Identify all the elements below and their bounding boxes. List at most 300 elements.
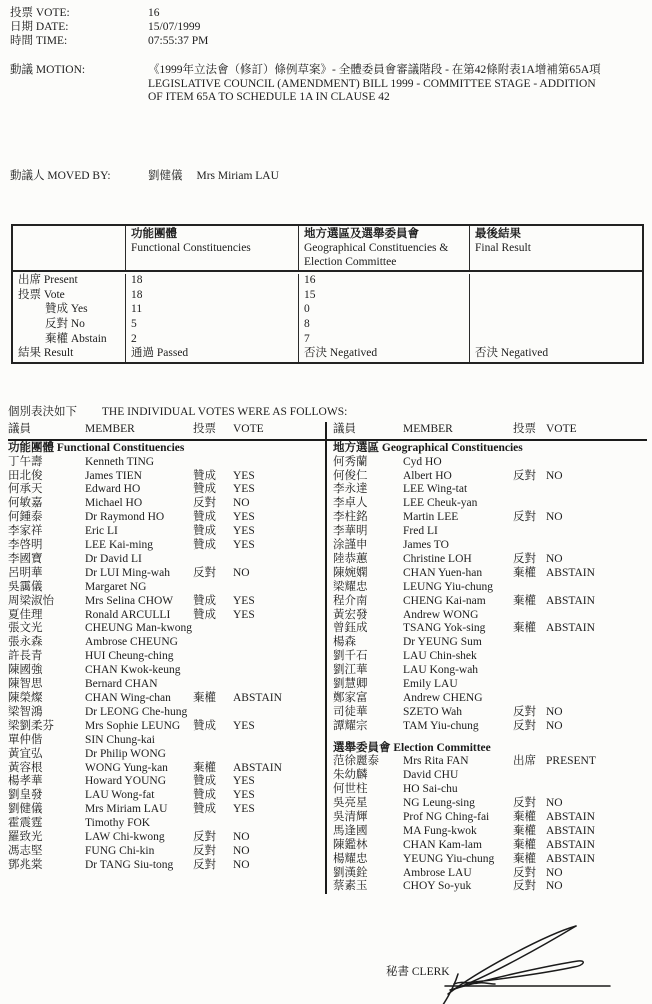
summary-row [13, 274, 642, 289]
member-vote-chinese: 反對 [193, 497, 216, 510]
member-name-english: Mrs Rita FAN [403, 755, 469, 768]
summary-functional-value: 18 [125, 274, 298, 289]
member-name-chinese: 譚耀宗 [333, 719, 368, 732]
member-row [333, 839, 647, 853]
member-row [333, 581, 647, 595]
member-name-chinese: 陳國強 [8, 664, 43, 677]
summary-header-functional: 功能團體 Functional Constituencies [125, 226, 298, 270]
member-vote-english: YES [233, 803, 255, 816]
member-row [8, 692, 325, 706]
member-vote-chinese: 反對 [513, 880, 536, 893]
member-vote-chinese [513, 525, 546, 539]
member-vote-english [546, 525, 647, 539]
member-name-chinese: 陳榮燦 [8, 692, 43, 704]
summary-row-label: 反對 No [45, 318, 85, 331]
time-label: 時間 TIME: [10, 35, 68, 47]
member-name-english: SZETO Wah [403, 705, 463, 718]
member-name-chinese: 劉漢銓 [333, 866, 368, 879]
member-name-english: Andrew WONG [403, 608, 479, 621]
member-row [333, 755, 647, 769]
member-vote-english: NO [233, 858, 250, 871]
member-name-chinese: 張永森 [8, 636, 43, 649]
member-en-header: MEMBER [85, 423, 135, 435]
member-row [333, 456, 647, 470]
motion-row [10, 64, 646, 105]
member-vote-chinese [513, 636, 546, 650]
member-name-chinese: 司徒華 [333, 705, 368, 718]
member-name-chinese: 李啓明 [8, 539, 43, 552]
member-vote-english [233, 748, 325, 762]
member-name-english: CHOY So-yuk [403, 880, 472, 893]
member-vote-english [233, 650, 325, 664]
member-name-chinese: 丁午壽 [8, 455, 43, 468]
member-row [8, 650, 325, 664]
member-row [333, 706, 647, 720]
member-name-english: Eric LI [85, 525, 118, 538]
member-vote-chinese: 出席 [513, 755, 536, 768]
member-row [8, 734, 325, 748]
member-vote-chinese [193, 678, 233, 692]
member-en-header: MEMBER [403, 423, 453, 435]
member-row [333, 595, 647, 609]
member-name-english: Andrew CHENG [403, 692, 483, 704]
member-vote-english [233, 456, 325, 470]
member-name-english: Ronald ARCULLI [85, 608, 171, 621]
member-vote-english: PRESENT [546, 755, 596, 768]
member-row [333, 497, 647, 511]
summary-header-blank [13, 226, 125, 270]
summary-final-value [469, 289, 642, 304]
member-name-english: Fred LI [403, 525, 438, 538]
member-vote-english: YES [233, 525, 255, 538]
clerk-label: 秘書 CLERK [386, 966, 450, 978]
member-row [8, 664, 325, 678]
summary-functional-value: 5 [125, 318, 298, 333]
intro-english: THE INDIVIDUAL VOTES WERE AS FOLLOWS: [101, 406, 348, 418]
member-row [333, 650, 647, 664]
member-row [8, 720, 325, 734]
member-vote-chinese [193, 706, 233, 720]
member-vote-chinese: 反對 [513, 797, 536, 810]
member-name-english: Edward HO [85, 483, 141, 496]
member-vote-chinese: 反對 [193, 844, 216, 857]
member-vote-chinese [193, 581, 233, 595]
member-vote-chinese: 棄權 [513, 594, 536, 607]
member-vote-english: YES [233, 719, 255, 732]
member-row [8, 553, 325, 567]
member-vote-chinese [193, 622, 233, 636]
member-name-chinese: 曾鈺成 [333, 622, 368, 635]
member-name-english: LEUNG Yiu-chung [403, 580, 493, 593]
member-vote-chinese [193, 456, 233, 470]
individual-votes-intro [8, 406, 347, 420]
member-name-chinese: 呂明華 [8, 566, 43, 579]
summary-geographical-value: 8 [298, 318, 469, 333]
member-cn-header: 議員 [8, 423, 31, 435]
member-vote-chinese [513, 609, 546, 623]
member-vote-chinese: 棄權 [513, 838, 536, 851]
member-vote-chinese [193, 650, 233, 664]
member-row [333, 678, 647, 692]
member-vote-chinese: 贊成 [193, 594, 216, 607]
member-row [8, 748, 325, 762]
member-name-chinese: 楊孝華 [8, 775, 43, 788]
member-row [333, 664, 647, 678]
summary-table-body [13, 272, 642, 362]
member-vote-chinese [193, 636, 233, 650]
member-vote-english: ABSTAIN [233, 761, 282, 774]
member-name-chinese: 李柱銘 [333, 511, 368, 524]
member-name-english: CHAN Kwok-keung [85, 664, 181, 677]
member-vote-chinese: 棄權 [513, 852, 536, 865]
member-vote-english [233, 664, 325, 678]
member-vote-chinese [513, 497, 546, 511]
member-name-english: HO Sai-chu [403, 783, 458, 796]
member-vote-chinese [513, 692, 546, 706]
member-vote-english [546, 483, 647, 497]
votes-right-column [325, 422, 647, 894]
member-name-english: Dr YEUNG Sum [403, 636, 482, 649]
summary-header-geographical: 地方選區及選舉委員會 Geographical Constituencies & Election Committee [298, 226, 469, 270]
motion-text-chinese: 《1999年立法會（修訂）條例草案》- 全體委員會審議階段 - 在第42條附表1A增補第65A項 [148, 64, 601, 76]
member-vote-chinese: 贊成 [193, 775, 216, 788]
member-row [8, 789, 325, 803]
votes-left-column [8, 422, 325, 894]
vote-en-header: VOTE [546, 423, 577, 435]
moved-by-row [10, 170, 279, 184]
member-name-chinese: 何敏嘉 [8, 497, 43, 510]
member-vote-english: YES [233, 511, 255, 524]
date-label: 日期 DATE: [10, 21, 69, 33]
votes-header-rule [8, 439, 647, 441]
member-name-chinese: 李華明 [333, 525, 368, 538]
member-name-english: LAU Chin-shek [403, 650, 477, 663]
summary-functional-value: 2 [125, 333, 298, 348]
member-name-chinese: 何鍾泰 [8, 511, 43, 524]
member-name-chinese: 李國寶 [8, 552, 43, 565]
member-row [333, 867, 647, 881]
member-vote-english: NO [233, 844, 250, 857]
member-row [8, 581, 325, 595]
member-vote-chinese [513, 650, 546, 664]
member-vote-chinese: 贊成 [193, 608, 216, 621]
member-row [8, 817, 325, 831]
member-name-english: Ambrose CHEUNG [85, 636, 178, 649]
member-vote-chinese: 反對 [513, 866, 536, 879]
member-vote-english: YES [233, 539, 255, 552]
member-row [8, 539, 325, 553]
member-name-chinese: 何秀蘭 [333, 455, 368, 468]
member-vote-chinese: 反對 [513, 719, 536, 732]
member-vote-chinese [513, 581, 546, 595]
member-vote-chinese: 反對 [513, 511, 536, 524]
vote-number-row [10, 6, 640, 20]
summary-functional-value: 11 [125, 303, 298, 318]
member-vote-english: NO [546, 880, 563, 893]
member-row [8, 859, 325, 873]
member-name-english: LEE Wing-tat [403, 483, 468, 496]
member-vote-english: ABSTAIN [546, 566, 595, 579]
member-name-english: Dr Raymond HO [85, 511, 165, 524]
member-vote-chinese [513, 539, 546, 553]
member-vote-chinese [513, 678, 546, 692]
summary-geographical-value: 0 [298, 303, 469, 318]
member-row [333, 692, 647, 706]
member-name-english: TSANG Yok-sing [403, 622, 486, 635]
summary-final-value [469, 318, 642, 333]
member-vote-chinese [193, 664, 233, 678]
member-name-chinese: 黃宜弘 [8, 747, 43, 760]
member-name-english: Martin LEE [403, 511, 459, 524]
member-name-chinese: 劉千石 [333, 650, 368, 663]
member-name-english: Bernard CHAN [85, 678, 158, 691]
member-vote-english: NO [233, 831, 250, 844]
summary-geographical-value: 否決 Negatived [298, 347, 469, 362]
member-name-english: YEUNG Yiu-chung [403, 852, 495, 865]
summary-geographical-value: 15 [298, 289, 469, 304]
vote-cn-header: 投票 [513, 423, 536, 435]
member-row [8, 622, 325, 636]
member-row [333, 553, 647, 567]
member-name-chinese: 鄭家富 [333, 692, 368, 704]
member-row [333, 539, 647, 553]
member-name-english: Mrs Selina CHOW [85, 594, 174, 607]
member-vote-english [546, 664, 647, 678]
member-vote-chinese [193, 734, 233, 748]
member-vote-english [546, 783, 647, 797]
date-row [10, 20, 640, 34]
member-name-chinese: 李卓人 [333, 497, 368, 510]
member-name-english: CHENG Kai-nam [403, 594, 486, 607]
member-vote-english [233, 622, 325, 636]
member-vote-english [233, 734, 325, 748]
member-vote-english: YES [233, 789, 255, 802]
member-vote-english: YES [233, 608, 255, 621]
member-vote-chinese: 反對 [193, 566, 216, 579]
member-vote-chinese [513, 783, 546, 797]
member-row [8, 483, 325, 497]
member-name-chinese: 何承天 [8, 483, 43, 496]
summary-row-label: 出席 Present [18, 274, 78, 286]
member-row [333, 769, 647, 783]
member-name-chinese: 蔡素玉 [333, 880, 368, 893]
member-name-english: James TO [403, 539, 449, 552]
motion-text [148, 64, 610, 105]
geographical-and-ec-list [333, 441, 647, 894]
member-vote-chinese: 棄權 [513, 622, 536, 635]
member-name-chinese: 陳智思 [8, 678, 43, 691]
member-name-english: Margaret NG [85, 580, 147, 593]
member-name-english: TAM Yiu-chung [403, 719, 479, 732]
member-vote-english [546, 581, 647, 595]
member-vote-chinese: 贊成 [193, 539, 216, 552]
member-row [8, 845, 325, 859]
member-vote-english: NO [546, 866, 563, 879]
motion-label: 動議 MOTION: [10, 64, 86, 76]
member-row [8, 511, 325, 525]
member-row [8, 609, 325, 623]
member-name-english: LAW Chi-kwong [85, 831, 165, 844]
member-vote-english: ABSTAIN [546, 838, 595, 851]
member-vote-chinese: 反對 [193, 831, 216, 844]
member-vote-chinese: 贊成 [193, 469, 216, 482]
member-row [8, 775, 325, 789]
member-name-english: Ambrose LAU [403, 866, 472, 879]
summary-row-label: 棄權 Abstain [45, 332, 107, 345]
member-name-english: Dr David LI [85, 552, 142, 565]
member-name-english: Emily LAU [403, 678, 458, 691]
member-row [333, 525, 647, 539]
member-row [8, 567, 325, 581]
member-row [333, 636, 647, 650]
vote-number-value: 16 [148, 7, 160, 19]
member-row [8, 831, 325, 845]
member-name-english: HUI Cheung-ching [85, 650, 174, 663]
member-vote-english [546, 539, 647, 553]
summary-table-header-row [13, 226, 642, 272]
member-vote-chinese: 贊成 [193, 525, 216, 538]
motion-text-english: LEGISLATIVE COUNCIL (AMENDMENT) BILL 1999 - COMMITTEE STAGE - ADDITION OF ITEM 65A TO SCHEDULE 1A IN CLAUSE 42 [148, 77, 596, 104]
member-name-chinese: 范徐麗泰 [333, 755, 379, 768]
member-vote-english: NO [546, 552, 563, 565]
member-name-chinese: 單仲偕 [8, 733, 43, 746]
member-name-chinese: 李家祥 [8, 525, 43, 538]
member-name-english: CHAN Kam-lam [403, 838, 482, 851]
member-name-english: David CHU [403, 769, 459, 782]
member-vote-english: NO [546, 719, 563, 732]
member-vote-chinese: 反對 [513, 552, 536, 565]
member-name-chinese: 鄧兆棠 [8, 858, 43, 871]
member-vote-english: ABSTAIN [546, 824, 595, 837]
member-name-chinese: 李永達 [333, 483, 368, 496]
member-name-chinese: 梁劉柔芬 [8, 719, 54, 732]
member-vote-chinese: 反對 [513, 469, 536, 482]
member-name-chinese: 吳清輝 [333, 810, 368, 823]
mover-name-chinese: 劉健儀 [148, 170, 183, 182]
member-name-english: Michael HO [85, 497, 143, 510]
summary-header-final-result: 最後結果 Final Result [469, 226, 642, 270]
summary-functional-value: 18 [125, 289, 298, 304]
member-vote-chinese: 反對 [193, 858, 216, 871]
member-vote-english [546, 678, 647, 692]
member-name-english: LAU Kong-wah [403, 664, 479, 677]
member-name-chinese: 梁耀忠 [333, 580, 368, 593]
member-vote-chinese [193, 817, 233, 831]
member-name-chinese: 劉皇發 [8, 789, 43, 802]
member-name-chinese: 張文光 [8, 622, 43, 635]
member-vote-chinese [513, 483, 546, 497]
member-vote-chinese [513, 769, 546, 783]
member-vote-chinese: 贊成 [193, 803, 216, 816]
member-row [8, 706, 325, 720]
member-name-chinese: 何世柱 [333, 783, 368, 796]
member-vote-english: YES [233, 594, 255, 607]
member-vote-chinese: 棄權 [513, 566, 536, 579]
member-vote-chinese [513, 456, 546, 470]
section-title: 功能團體 Functional Constituencies [8, 442, 185, 454]
member-row [333, 622, 647, 636]
member-name-english: CHAN Yuen-han [403, 566, 483, 579]
summary-final-value [469, 274, 642, 289]
clerk-signature [398, 918, 650, 1004]
document-header [10, 6, 640, 48]
member-name-chinese: 何俊仁 [333, 469, 368, 482]
member-name-chinese: 劉健儀 [8, 803, 43, 816]
time-row [10, 34, 640, 48]
member-name-chinese: 涂謹申 [333, 539, 368, 552]
member-name-english: SIN Chung-kai [85, 733, 155, 746]
summary-final-value [469, 303, 642, 318]
summary-row [13, 303, 642, 318]
member-name-english: Albert HO [403, 469, 452, 482]
summary-functional-value: 通過 Passed [125, 347, 298, 362]
member-vote-english [546, 456, 647, 470]
functional-constituencies-list [8, 441, 325, 873]
summary-row-label: 投票 Vote [18, 288, 65, 301]
member-vote-english: YES [233, 775, 255, 788]
member-vote-english [546, 692, 647, 706]
member-name-english: Prof NG Ching-fai [403, 810, 490, 823]
member-name-chinese: 程介南 [333, 594, 368, 607]
date-value: 15/07/1999 [148, 21, 201, 33]
member-vote-english [546, 650, 647, 664]
member-name-english: FUNG Chi-kin [85, 844, 155, 857]
summary-table [11, 224, 644, 364]
member-name-chinese: 劉慧卿 [333, 678, 368, 691]
member-name-english: MA Fung-kwok [403, 824, 477, 837]
member-name-chinese: 吳亮星 [333, 797, 368, 810]
member-name-english: Mrs Miriam LAU [85, 803, 168, 816]
member-vote-english [546, 769, 647, 783]
member-vote-chinese: 棄權 [193, 692, 216, 704]
member-row [333, 609, 647, 623]
member-vote-chinese: 贊成 [193, 719, 216, 732]
member-vote-english: ABSTAIN [546, 594, 595, 607]
member-vote-chinese [193, 553, 233, 567]
member-name-english: Dr LEONG Che-hung [85, 705, 188, 718]
member-name-chinese: 馮志堅 [8, 844, 43, 857]
member-row [8, 803, 325, 817]
member-vote-chinese [193, 748, 233, 762]
member-name-english: Dr Philip WONG [85, 747, 166, 760]
member-name-english: Dr LUI Ming-wah [85, 566, 170, 579]
summary-row [13, 289, 642, 304]
member-name-english: Howard YOUNG [85, 775, 167, 788]
member-vote-english: NO [546, 797, 563, 810]
time-value: 07:55:37 PM [148, 35, 209, 47]
member-name-english: Cyd HO [403, 455, 442, 468]
mover-name-english: Mrs Miriam LAU [196, 170, 279, 182]
member-name-english: James TIEN [85, 469, 142, 482]
summary-row [13, 333, 642, 348]
member-name-english: Christine LOH [403, 552, 472, 565]
member-name-chinese: 許長青 [8, 650, 43, 663]
member-name-english: Timothy FOK [85, 817, 151, 830]
member-vote-chinese: 反對 [513, 705, 536, 718]
member-row [333, 783, 647, 797]
member-vote-english [233, 636, 325, 650]
member-name-english: Dr TANG Siu-tong [85, 858, 174, 871]
intro-chinese: 個別表決如下 [8, 406, 77, 418]
member-vote-english: YES [233, 483, 255, 496]
summary-final-value [469, 333, 642, 348]
member-row [333, 880, 647, 894]
member-vote-chinese [513, 664, 546, 678]
member-vote-english [233, 553, 325, 567]
member-vote-english: NO [546, 469, 563, 482]
member-name-chinese: 夏佳理 [8, 608, 43, 621]
summary-row-label: 贊成 Yes [45, 303, 88, 316]
